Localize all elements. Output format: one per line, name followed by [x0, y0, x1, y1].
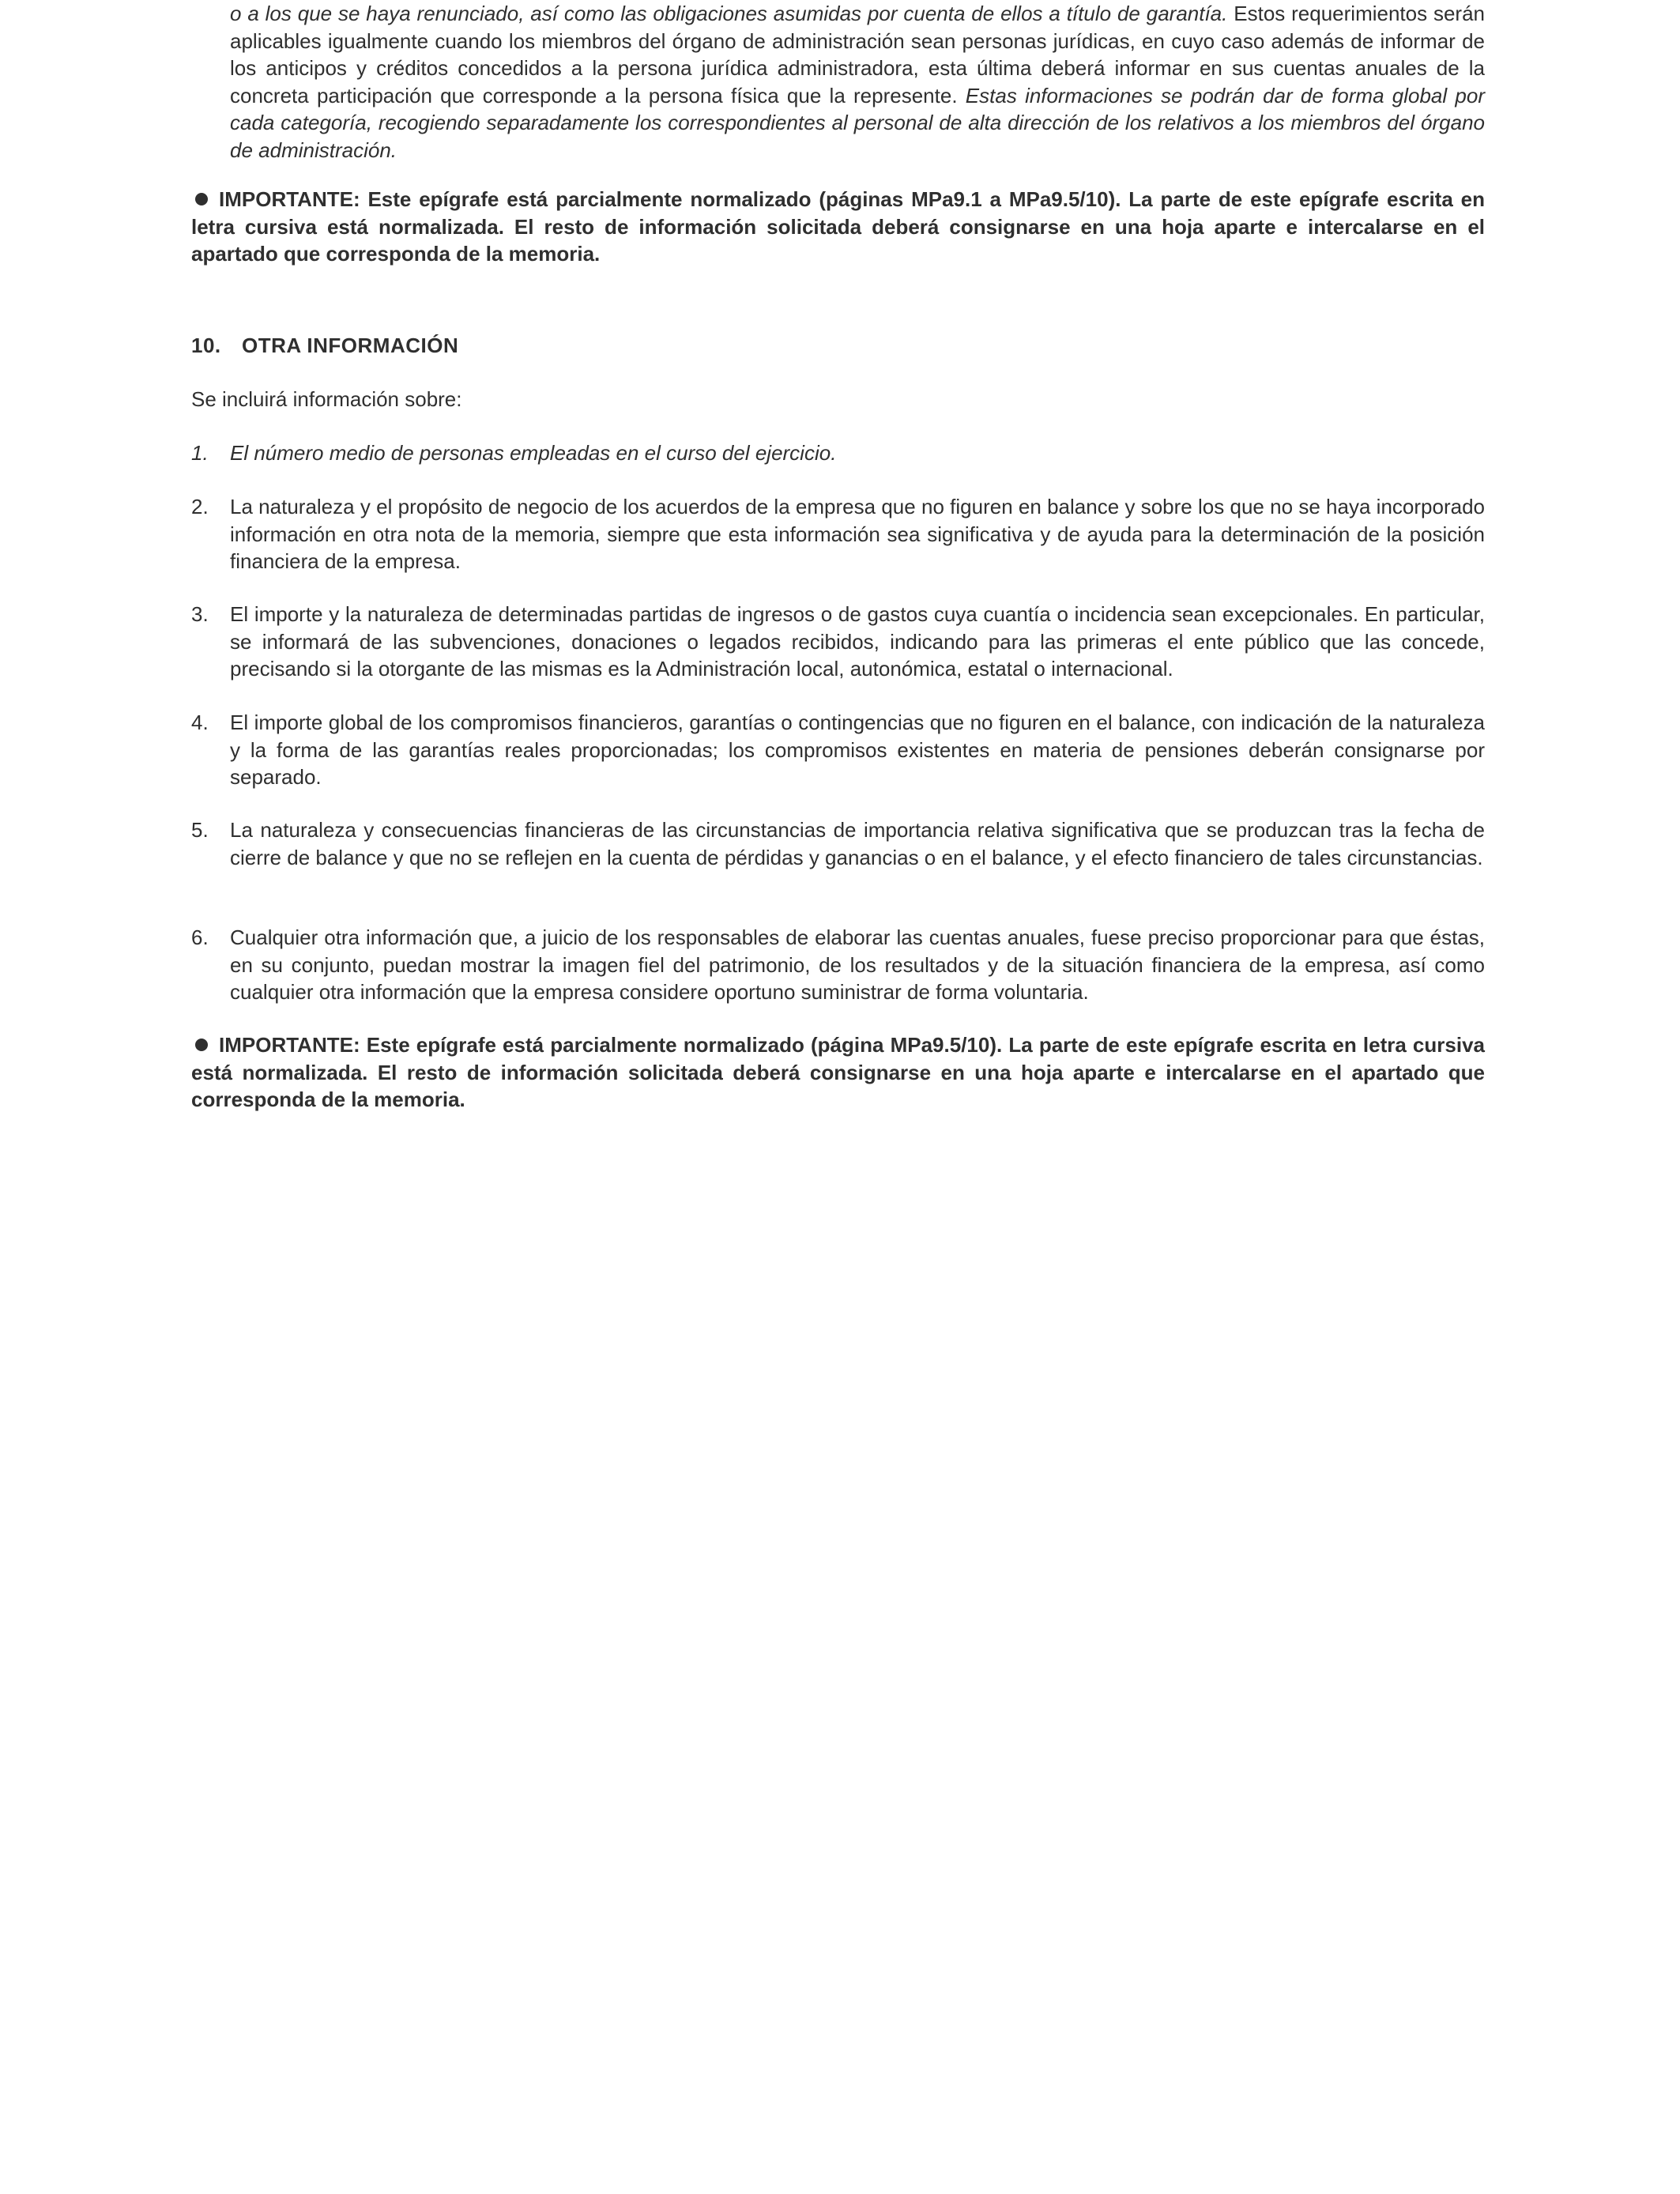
- section-heading: [191, 332, 458, 360]
- list-item-text: La naturaleza y consecuencias financieras de las circunstancias de importancia relativa significativa que se produzcan tras la fecha de cierre de balance y que no se reflejen en la cuenta de pérdidas y ganancias o en el balance, y el efecto financiero de tales circunstancias.: [230, 818, 1485, 869]
- list-item-number: 3.: [191, 602, 209, 626]
- important-note-1: [191, 186, 1485, 268]
- list-item-number: 1.: [191, 441, 209, 465]
- continued-normal: Estos requerimientos serán aplicables igualmente cuando los miembros del órgano de administración sean personas jurídicas, en cuyo caso además de informar de los anticipos y créditos concedidos a la persona jurídica administradora, esta última deberá informar en sus cuentas anuales de la concreta participación que corresponde a la persona física que la represente.: [230, 2, 1486, 107]
- bullet-icon: [195, 1039, 208, 1051]
- list-item-number: 4.: [191, 711, 209, 734]
- continued-paragraph: [230, 0, 1485, 164]
- important-note-2-text: IMPORTANTE: Este epígrafe está parcialmente normalizado (página MPa9.5/10). La parte de este epígrafe escrita en letra cursiva está normalizada. El resto de información solicitada deberá consignarse en una hoja aparte e intercalarse en el apartado que corresponda de la memoria.: [191, 1033, 1485, 1111]
- continued-italic-1: o a los que se haya renunciado, así como las obligaciones asumidas por cuenta de ellos a título de garantía.: [230, 2, 1228, 25]
- important-note-1-text: IMPORTANTE: Este epígrafe está parcialmente normalizado (páginas MPa9.1 a MPa9.5/10). La parte de este epígrafe escrita en letra cursiva está normalizada. El resto de información solicitada deberá consignarse en una hoja aparte e intercalarse en el apartado que corresponda de la memoria.: [191, 187, 1485, 266]
- list-item-text: El importe y la naturaleza de determinadas partidas de ingresos o de gastos cuya cuantía o incidencia sean excepcionales. En particular, se informará de las subvenciones, donaciones o legados recibidos, indicando para las primeras el ente público que las concede, precisando si la otorgante de las mismas es la Administración local, autonómica, estatal o internacional.: [230, 602, 1485, 680]
- list-item-number: 2.: [191, 495, 209, 518]
- section-number: 10.: [191, 334, 221, 357]
- list-item-text: La naturaleza y el propósito de negocio de los acuerdos de la empresa que no figuren en balance y sobre los que no se haya incorporado información en otra nota de la memoria, siempre que esta información sea significativa y de ayuda para la determinación de la posición financiera de la empresa.: [230, 495, 1485, 573]
- list-item-text: El importe global de los compromisos financieros, garantías o contingencias que no figuren en el balance, con indicación de la naturaleza y la forma de las garantías reales proporcionadas; los compromisos existentes en materia de pensiones deberán consignarse por separado.: [230, 711, 1485, 789]
- list-item-number: 5.: [191, 818, 209, 842]
- list-item-number: 6.: [191, 925, 209, 949]
- list-item-text: Cualquier otra información que, a juicio de los responsables de elaborar las cuentas anuales, fuese preciso proporcionar para que éstas, en su conjunto, puedan mostrar la imagen fiel del patrimonio, de los resultados y de la situación financiera de la empresa, así como cualquier otra información que la empresa considere oportuno suministrar de forma voluntaria.: [230, 925, 1485, 1004]
- section-title: OTRA INFORMACIÓN: [242, 334, 459, 357]
- section-intro: Se incluirá información sobre:: [191, 387, 462, 411]
- continued-italic-2: Estas informaciones se podrán dar de forma global por cada categoría, recogiendo separadamente los correspondientes al personal de alta dirección de los relativos a los miembros del órgano de administración.: [230, 83, 1485, 162]
- list-item-text: El número medio de personas empleadas en el curso del ejercicio.: [230, 441, 837, 465]
- bullet-icon: [195, 193, 208, 205]
- important-note-2: [191, 1031, 1485, 1114]
